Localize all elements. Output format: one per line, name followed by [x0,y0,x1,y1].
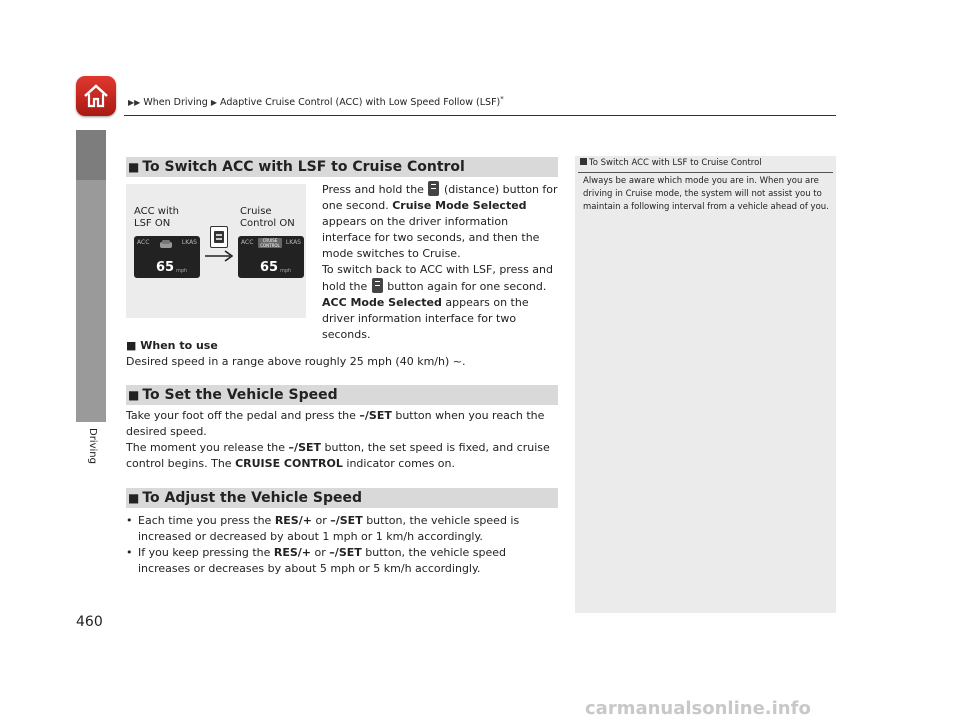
section-heading: ■ To Switch ACC with LSF to Cruise Control [126,157,558,177]
subheading: ■ When to use [126,339,218,352]
header-divider [124,115,836,116]
breadcrumb-item[interactable]: When Driving [143,97,208,109]
paragraph: The moment you release the –/SET button, the set speed is fixed, and cruise control begins. The CRUISE CONTROL indicator comes on. [126,441,550,470]
paragraph: Desired speed in a range above roughly 25 mph (40 km/h) ~. [126,355,466,368]
mode-illustration [126,184,306,318]
display-screen-acc: ACC LKAS 65 mph [134,236,200,278]
distance-button-icon [372,278,383,293]
section-heading: ■ To Adjust the Vehicle Speed [126,488,558,508]
arrow-right-icon [204,250,234,262]
section1-text [322,181,558,343]
breadcrumb-item[interactable]: Adaptive Cruise Control (ACC) with Low Speed Follow (LSF) [220,97,501,109]
breadcrumb-arrow-icon: ▶ [210,98,218,108]
paragraph: To switch back to ACC with LSF, press and hold the button again for one second. ACC Mode Selected appears on the driver information interface for two seconds. [322,263,554,341]
note-marker-icon [580,158,587,165]
footnote-star: * [500,95,504,103]
list-item: • Each time you press the RES/+ or –/SET button, the vehicle speed is increased or decreased by about 1 mph or 1 km/h accordingly. [126,514,520,543]
bullet-icon: • [126,514,133,527]
square-bullet-icon: ■ [128,160,140,174]
page-number: 460 [76,614,103,630]
breadcrumb-arrow-icon: ▶▶ [128,98,141,108]
home-icon [82,82,110,110]
sidebar-tab-active [76,130,106,180]
square-bullet-icon: ■ [126,339,141,352]
when-to-use [126,338,566,370]
section2-text [126,408,558,472]
square-bullet-icon: ■ [128,388,140,402]
home-button[interactable] [76,76,116,116]
side-note-panel [575,156,836,613]
side-note-body: Always be aware which mode you are in. When you are driving in Cruise mode, the system will not assist you to maintain a following interval from a vehicle ahead of you. [583,176,829,212]
car-icon [158,239,174,249]
side-note-title: To Switch ACC with LSF to Cruise Control [580,158,762,168]
distance-button-icon [428,181,439,196]
display-screen-cruise: ACC LKAS CRUISE CONTROL 65 mph [238,236,304,278]
paragraph: Take your foot off the pedal and press the –/SET button when you reach the desired speed. [126,409,545,438]
section3-list [126,513,558,577]
section-heading: ■ To Set the Vehicle Speed [126,385,558,405]
paragraph: Press and hold the (distance) button for one second. Cruise Mode Selected appears on the driver information interface for two seconds, and then the mode switches to Cruise. [322,183,558,260]
distance-button-icon [210,226,228,248]
breadcrumb [128,95,504,108]
bullet-icon: • [126,546,133,559]
cruise-control-indicator: CRUISE CONTROL [258,238,282,248]
watermark: carmanualsonline.info [585,698,811,719]
sidebar-section-label: Driving [87,428,98,464]
side-note-divider [578,172,833,173]
figure-label-cruise: Cruise Control ON [240,206,295,229]
list-item: • If you keep pressing the RES/+ or –/SET button, the vehicle speed increases or decreases by about 5 mph or 5 km/h accordingly. [126,546,506,575]
figure-label-acc: ACC with LSF ON [134,206,180,229]
square-bullet-icon: ■ [128,491,140,505]
